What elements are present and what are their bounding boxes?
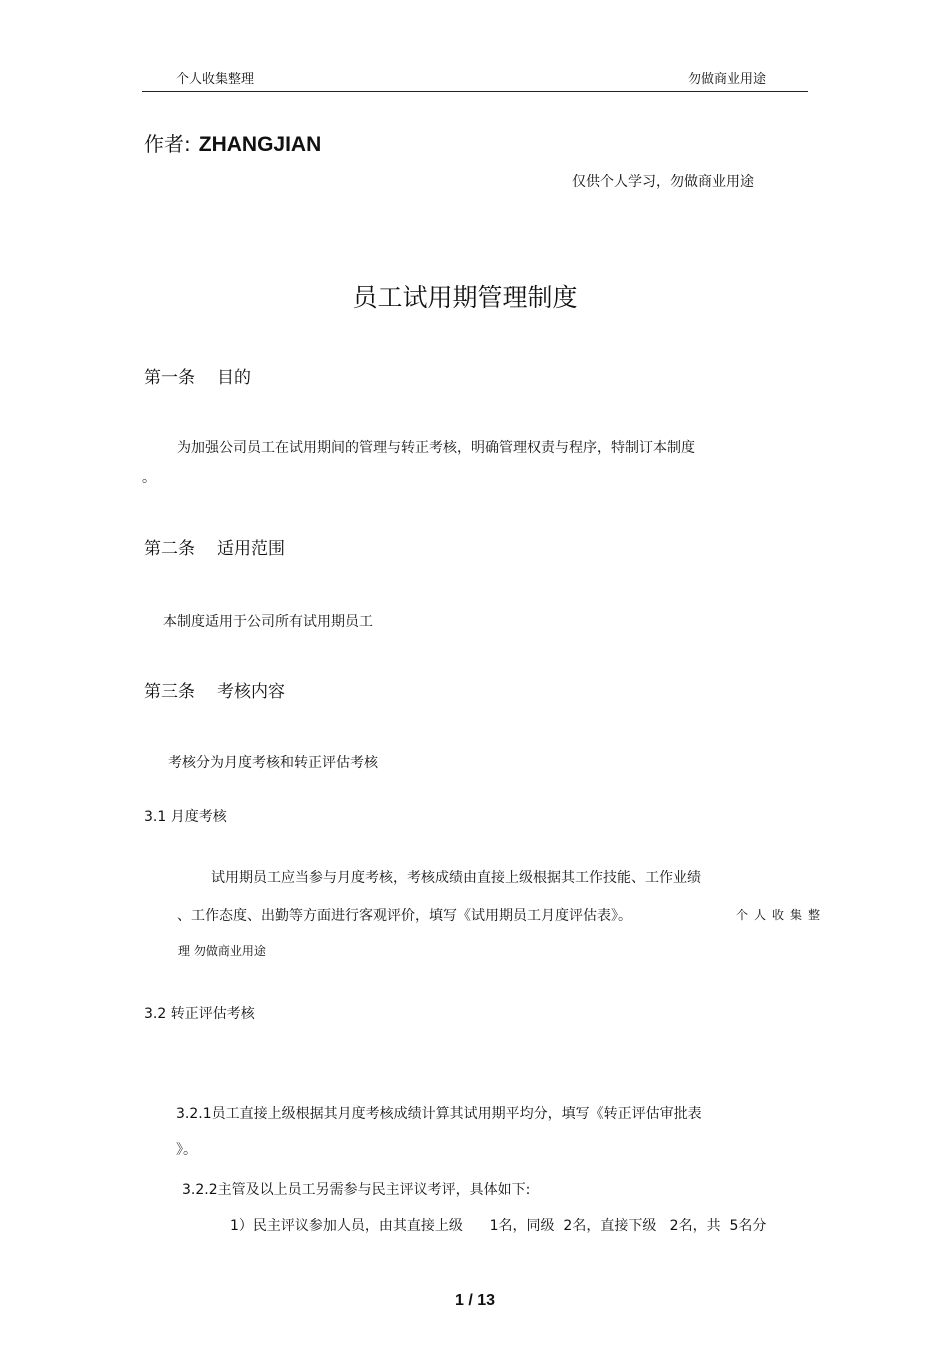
subsection-3-2-heading: 3.2 转正评估考核 bbox=[144, 1006, 255, 1022]
subsection-3-1-line-2: 、工作态度、出勤等方面进行客观评价，填写《试用期员工月度评估表》。 bbox=[177, 908, 632, 924]
author-line bbox=[144, 128, 321, 157]
subsection-3-1-heading: 3.1 月度考核 bbox=[144, 809, 227, 825]
section-1-number: 第一条 bbox=[144, 368, 195, 388]
section-1-heading bbox=[144, 363, 251, 388]
section-1-body-line-2: 。 bbox=[142, 470, 156, 486]
section-2-title: 适用范围 bbox=[217, 539, 285, 559]
section-3-number: 第三条 bbox=[144, 682, 195, 702]
header-right-text: 勿做商业用途 bbox=[688, 72, 767, 87]
section-3-body: 考核分为月度考核和转正评估考核 bbox=[168, 755, 378, 771]
watermark-text-a: 个人收集整 bbox=[736, 908, 827, 922]
section-3-heading bbox=[144, 677, 285, 702]
subsection-3-1-line-1: 试用期员工应当参与月度考核，考核成绩由直接上级根据其工作技能、工作业绩 bbox=[211, 870, 701, 886]
section-1-body-line-1: 为加强公司员工在试用期间的管理与转正考核，明确管理权责与程序，特制订本制度 bbox=[177, 440, 695, 456]
section-3-title: 考核内容 bbox=[217, 682, 285, 702]
header-divider bbox=[142, 91, 808, 92]
page-number: 1 / 13 bbox=[454, 1292, 496, 1309]
section-2-number: 第二条 bbox=[144, 539, 195, 559]
header-left-text: 个人收集整理 bbox=[176, 72, 255, 87]
item-3-2-2-sub-1: 1）民主评议参加人员，由其直接上级 1名，同级 2名，直接下级 2名，共 5名分 bbox=[230, 1218, 767, 1234]
document-title: 员工试用期管理制度 bbox=[352, 283, 578, 312]
section-2-heading bbox=[144, 534, 285, 559]
usage-note: 仅供个人学习，勿做商业用途 bbox=[572, 174, 754, 190]
item-3-2-2: 3.2.2主管及以上员工另需参与民主评议考评，具体如下: bbox=[182, 1182, 531, 1198]
watermark-text-b: 理 勿做商业用途 bbox=[178, 944, 266, 958]
item-3-2-1-line-2: 》。 bbox=[176, 1142, 197, 1158]
author-label: 作者: bbox=[144, 132, 191, 156]
item-3-2-1-line-1: 3.2.1员工直接上级根据其月度考核成绩计算其试用期平均分，填写《转正评估审批表 bbox=[176, 1106, 702, 1122]
section-2-body: 本制度适用于公司所有试用期员工 bbox=[163, 614, 373, 630]
author-name: ZHANGJIAN bbox=[198, 133, 322, 156]
section-1-title: 目的 bbox=[217, 368, 251, 388]
